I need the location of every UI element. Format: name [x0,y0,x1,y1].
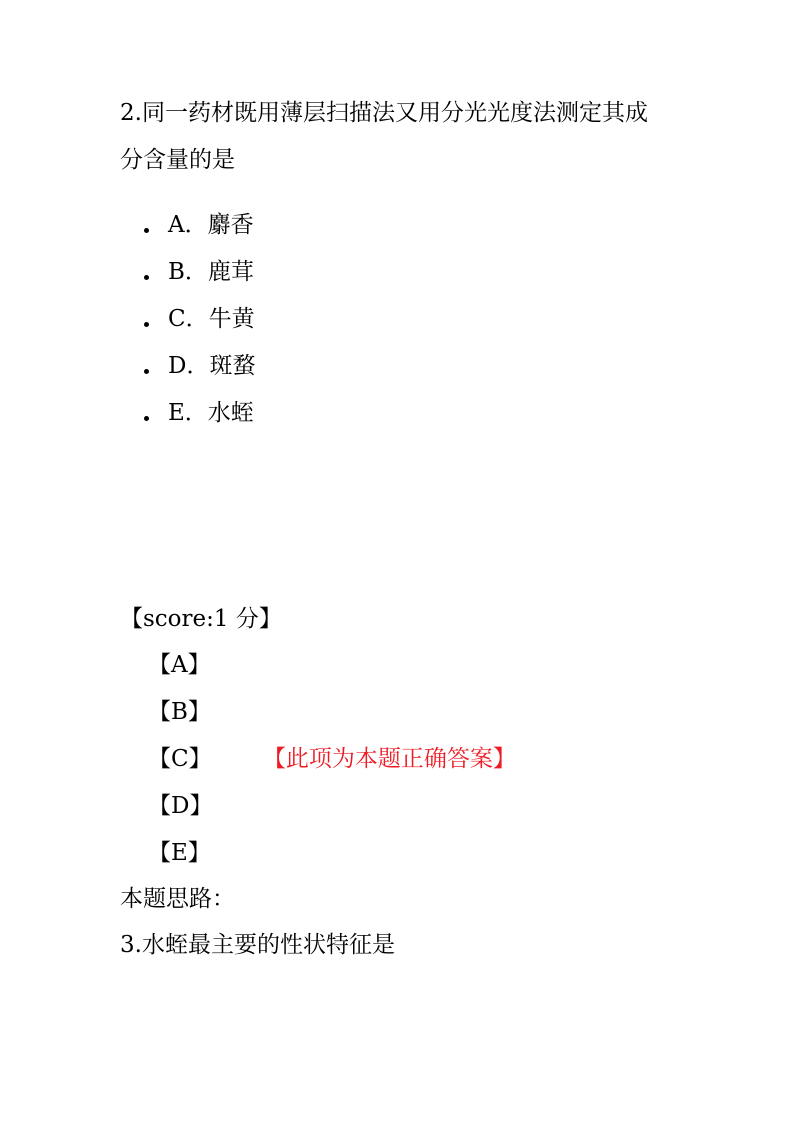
answer-row-d [148,791,516,838]
answer-row-b [148,697,516,744]
score-label: 【score:1 分】 [120,606,282,632]
bullet-icon [144,416,149,421]
option-a [120,208,520,255]
bullet-icon [144,322,149,327]
question-text-line-1: 2.同一药材既用薄层扫描法又用分光光度法测定其成 [120,100,648,126]
answer-row-a [148,650,516,697]
answer-label: 【A】 [148,652,211,678]
option-e [120,396,520,443]
option-label: D．斑蝥 [168,353,256,379]
answer-row-e [148,838,516,885]
answer-list [148,650,516,885]
answer-label: 【C】 [148,746,212,772]
bullet-icon [144,228,149,233]
option-d [120,349,520,396]
analysis-label: 本题思路： [120,886,235,912]
option-label: C．牛黄 [168,306,255,332]
answer-label: 【E】 [148,840,211,866]
bullet-icon [144,275,149,280]
option-label: E．水蛭 [168,400,254,426]
next-question-text: 3.水蛭最主要的性状特征是 [120,932,395,958]
question-text-line-2: 分含量的是 [120,147,235,173]
bullet-icon [144,369,149,374]
option-b [120,255,520,302]
answer-row-c [148,744,516,791]
correct-answer-marker: 【此项为本题正确答案】 [262,746,516,772]
answer-label: 【B】 [148,699,211,725]
option-list [120,208,520,443]
option-label: A．麝香 [168,212,254,238]
option-c [120,302,520,349]
answer-label: 【D】 [148,793,213,819]
option-label: B．鹿茸 [168,259,254,285]
